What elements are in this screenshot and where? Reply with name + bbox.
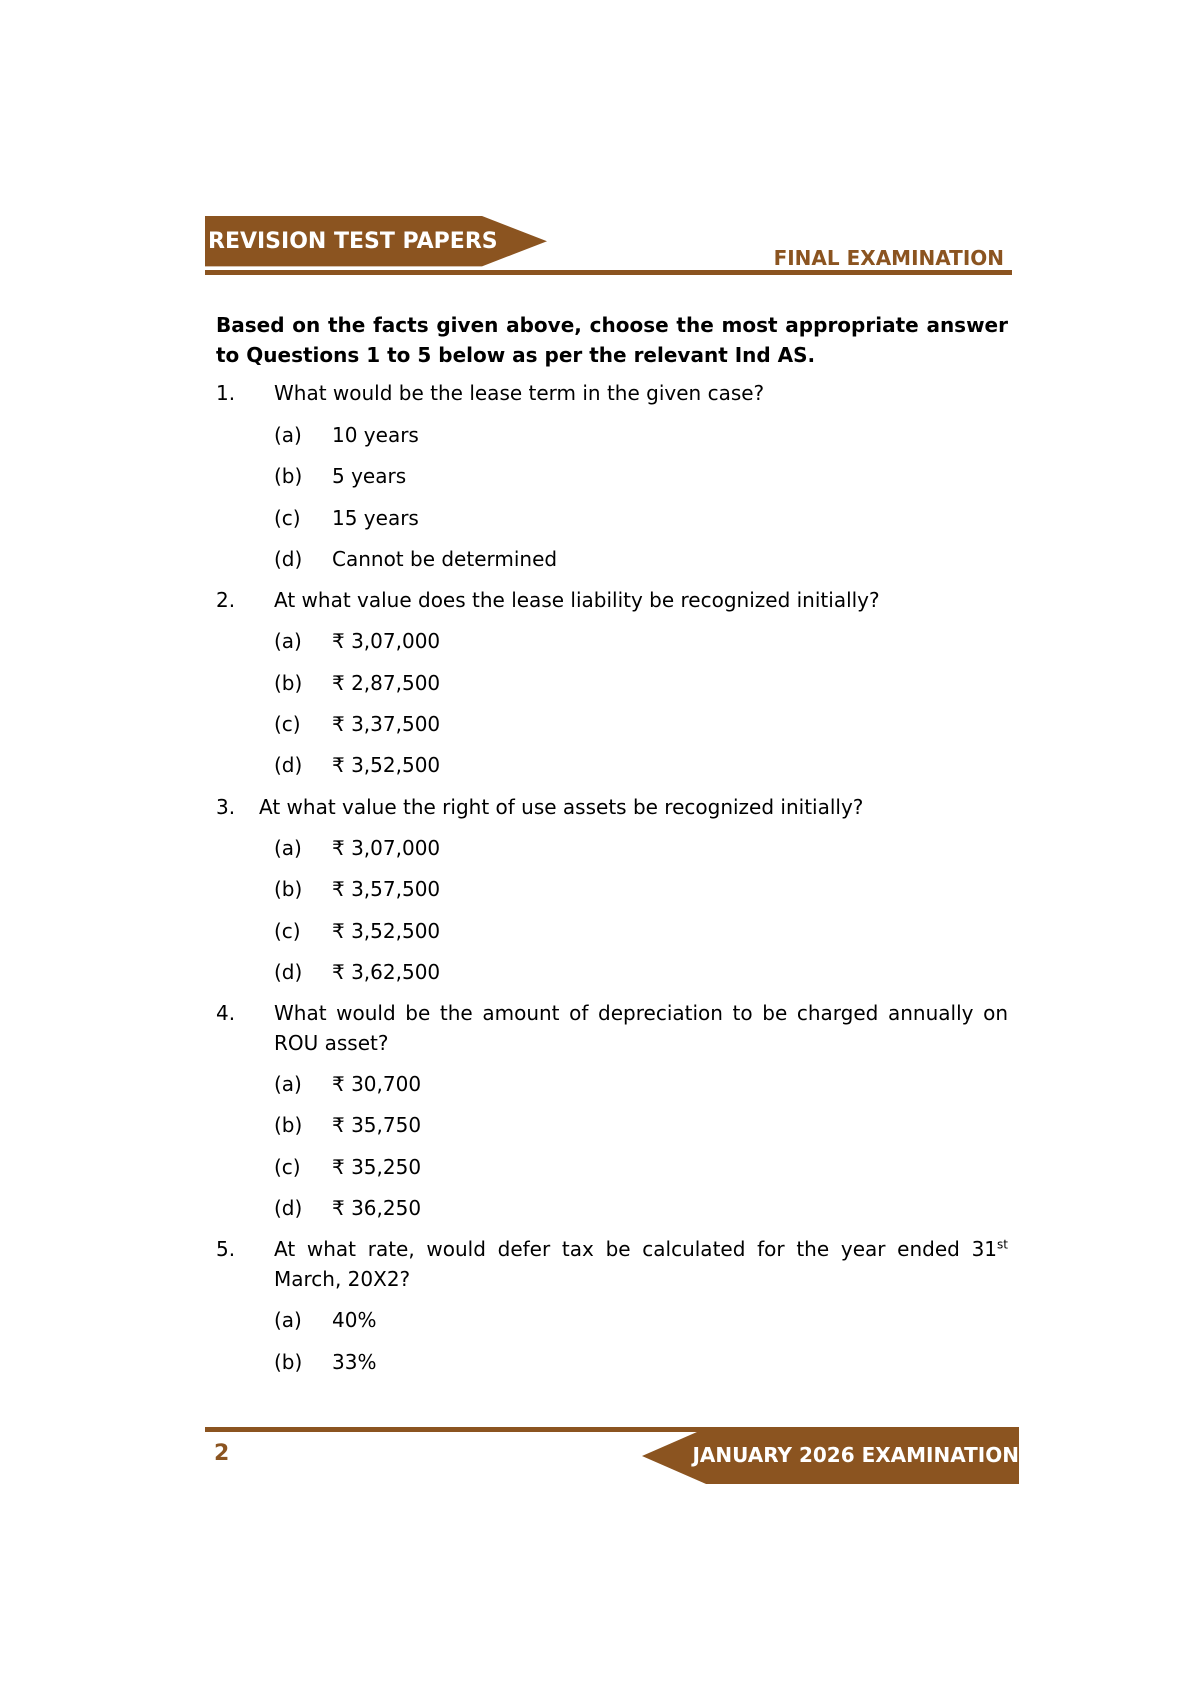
option-label: (a): [274, 836, 302, 860]
option-text: ₹ 3,07,000: [332, 836, 441, 860]
option-label: (d): [274, 753, 303, 777]
option-label: (a): [274, 423, 302, 447]
option-2b: [274, 668, 440, 698]
option-text: Cannot be determined: [332, 547, 558, 571]
question-text: What would be the amount of depreciation to be charged annually on ROU asset?: [274, 1001, 1008, 1055]
option-text: ₹ 3,07,000: [332, 629, 441, 653]
footer-tab-label: JANUARY 2026 EXAMINATION: [692, 1443, 1019, 1467]
header-rule: [205, 270, 1012, 275]
option-text: ₹ 3,52,500: [332, 919, 441, 943]
option-3a: [274, 833, 440, 863]
option-1d: [274, 544, 557, 574]
option-2a: [274, 626, 440, 656]
question-number: 4.: [216, 1001, 236, 1025]
option-label: (a): [274, 1308, 302, 1332]
ordinal-suffix: st: [997, 1237, 1008, 1252]
option-label: (b): [274, 671, 303, 695]
option-label: (a): [274, 629, 302, 653]
option-text: ₹ 35,750: [332, 1113, 422, 1137]
option-text: 40%: [332, 1308, 377, 1332]
question-text: At what value the right of use assets be recognized initially?: [259, 795, 864, 819]
page-number: 2: [214, 1441, 230, 1466]
option-text: ₹ 3,52,500: [332, 753, 441, 777]
option-label: (c): [274, 506, 301, 530]
option-text: ₹ 30,700: [332, 1072, 422, 1096]
option-label: (c): [274, 919, 301, 943]
option-2c: [274, 709, 440, 739]
header-exam-label: FINAL EXAMINATION: [773, 246, 1004, 270]
option-label: (d): [274, 960, 303, 984]
option-label: (c): [274, 1155, 301, 1179]
option-5a: [274, 1305, 376, 1335]
option-label: (b): [274, 464, 303, 488]
option-4c: [274, 1152, 421, 1182]
option-label: (b): [274, 877, 303, 901]
question-text: At what rate, would defer tax be calculated for the year ended 31st March, 20X2?: [274, 1237, 1008, 1291]
question-number: 2.: [216, 588, 236, 612]
option-text: ₹ 2,87,500: [332, 671, 441, 695]
option-label: (a): [274, 1072, 302, 1096]
option-label: (d): [274, 547, 303, 571]
option-text: 5 years: [332, 464, 407, 488]
option-3c: [274, 916, 440, 946]
option-label: (b): [274, 1350, 303, 1374]
option-1c: [274, 503, 419, 533]
option-text: ₹ 36,250: [332, 1196, 422, 1220]
header-tab-label: REVISION TEST PAPERS: [208, 229, 498, 254]
question-number: 3.: [216, 795, 236, 819]
question-number: 5.: [216, 1237, 236, 1261]
option-5b: [274, 1347, 376, 1377]
option-1a: [274, 420, 419, 450]
option-4b: [274, 1110, 421, 1140]
option-3b: [274, 874, 440, 904]
option-text: ₹ 3,37,500: [332, 712, 441, 736]
question-number: 1.: [216, 381, 236, 405]
option-label: (c): [274, 712, 301, 736]
option-3d: [274, 957, 440, 987]
question-text: At what value does the lease liability be recognized initially?: [274, 588, 880, 612]
option-text: 33%: [332, 1350, 377, 1374]
option-label: (b): [274, 1113, 303, 1137]
option-4d: [274, 1193, 421, 1223]
instructions: Based on the facts given above, choose the most appropriate answer to Questions 1 to 5 below as per the relevant Ind AS.: [216, 313, 1008, 367]
option-text: ₹ 35,250: [332, 1155, 422, 1179]
option-2d: [274, 750, 440, 780]
option-4a: [274, 1069, 421, 1099]
option-label: (d): [274, 1196, 303, 1220]
question-text: What would be the lease term in the given case?: [274, 381, 765, 405]
option-text: ₹ 3,62,500: [332, 960, 441, 984]
option-text: 10 years: [332, 423, 419, 447]
option-text: ₹ 3,57,500: [332, 877, 441, 901]
option-1b: [274, 461, 406, 491]
option-text: 15 years: [332, 506, 419, 530]
